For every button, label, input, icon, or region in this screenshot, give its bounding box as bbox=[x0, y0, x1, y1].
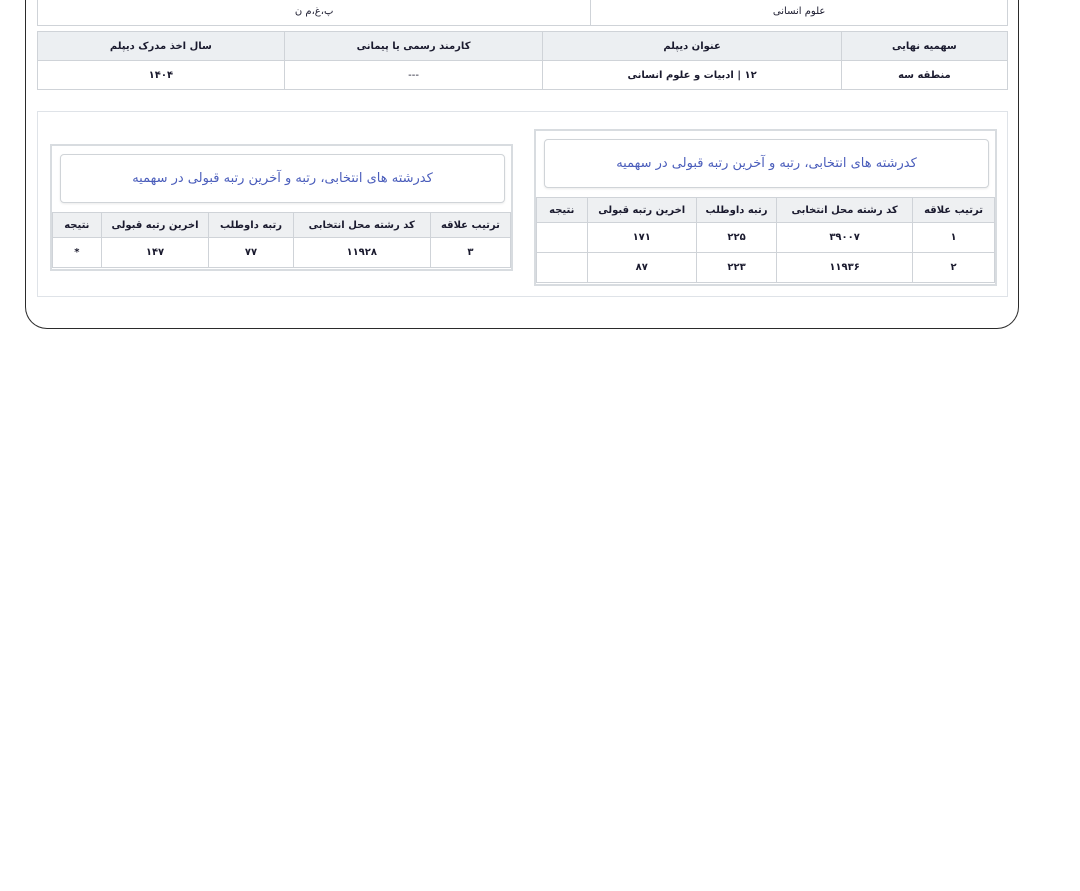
table-row bbox=[537, 223, 995, 253]
column-header: ترتیب علاقه bbox=[430, 213, 510, 238]
table-header-row bbox=[38, 32, 1008, 61]
choices-section bbox=[37, 111, 1008, 297]
column-header: رتبه داوطلب bbox=[696, 198, 776, 223]
table-cell: ۱۴۰۴ bbox=[38, 61, 285, 90]
column-header: نتیجه bbox=[537, 198, 588, 223]
table-cell: ۱۱۹۳۶ bbox=[777, 253, 913, 283]
panel-title: کدرشته های انتخابی، رتبه و آخرین رتبه قبولی در سهمیه bbox=[60, 154, 505, 203]
column-header: ترتیب علاقه bbox=[913, 198, 995, 223]
left-choices-table bbox=[52, 212, 511, 268]
panel-title: کدرشته های انتخابی، رتبه و آخرین رتبه قبولی در سهمیه bbox=[544, 139, 989, 188]
left-choices-panel bbox=[50, 144, 513, 271]
table-row bbox=[537, 253, 995, 283]
info-table bbox=[37, 31, 1008, 90]
code-cell: پ،غ،م ن bbox=[38, 0, 591, 26]
column-header: رتبه داوطلب bbox=[209, 213, 293, 238]
table-cell: ۲ bbox=[913, 253, 995, 283]
table-cell: ۳۹۰۰۷ bbox=[777, 223, 913, 253]
column-header: سهمیه نهایی bbox=[841, 32, 1007, 61]
table-cell: ۱۲ | ادبیات و علوم انسانی bbox=[543, 61, 841, 90]
column-header: نتیجه bbox=[53, 213, 102, 238]
right-choices-panel bbox=[534, 129, 997, 286]
table-cell: ۸۷ bbox=[587, 253, 696, 283]
table-cell: ۷۷ bbox=[209, 238, 293, 268]
table-cell: * bbox=[53, 238, 102, 268]
table-row bbox=[53, 238, 511, 268]
table-cell bbox=[537, 253, 588, 283]
column-header: اخرین رتبه قبولی bbox=[101, 213, 209, 238]
table-cell: ۳ bbox=[430, 238, 510, 268]
field-of-study-cell: علوم انسانی bbox=[591, 0, 1008, 26]
column-header: عنوان دیپلم bbox=[543, 32, 841, 61]
table-cell: منطقه سه bbox=[841, 61, 1007, 90]
table-cell: ۲۲۳ bbox=[696, 253, 776, 283]
table-row bbox=[38, 61, 1008, 90]
column-header: اخرین رتبه قبولی bbox=[587, 198, 696, 223]
column-header: سال اخذ مدرک دیپلم bbox=[38, 32, 285, 61]
table-cell: ۲۲۵ bbox=[696, 223, 776, 253]
table-cell bbox=[537, 223, 588, 253]
table-cell: ۱ bbox=[913, 223, 995, 253]
table-cell: --- bbox=[284, 61, 543, 90]
table-header-row bbox=[53, 213, 511, 238]
top-row-table bbox=[37, 0, 1008, 26]
table-cell: ۱۴۷ bbox=[101, 238, 209, 268]
right-choices-table bbox=[536, 197, 995, 283]
column-header: کد رشته محل انتخابی bbox=[777, 198, 913, 223]
table-cell: ۱۷۱ bbox=[587, 223, 696, 253]
table-cell: ۱۱۹۲۸ bbox=[293, 238, 430, 268]
table-row bbox=[38, 0, 1008, 26]
column-header: کارمند رسمی یا پیمانی bbox=[284, 32, 543, 61]
table-header-row bbox=[537, 198, 995, 223]
column-header: کد رشته محل انتخابی bbox=[293, 213, 430, 238]
